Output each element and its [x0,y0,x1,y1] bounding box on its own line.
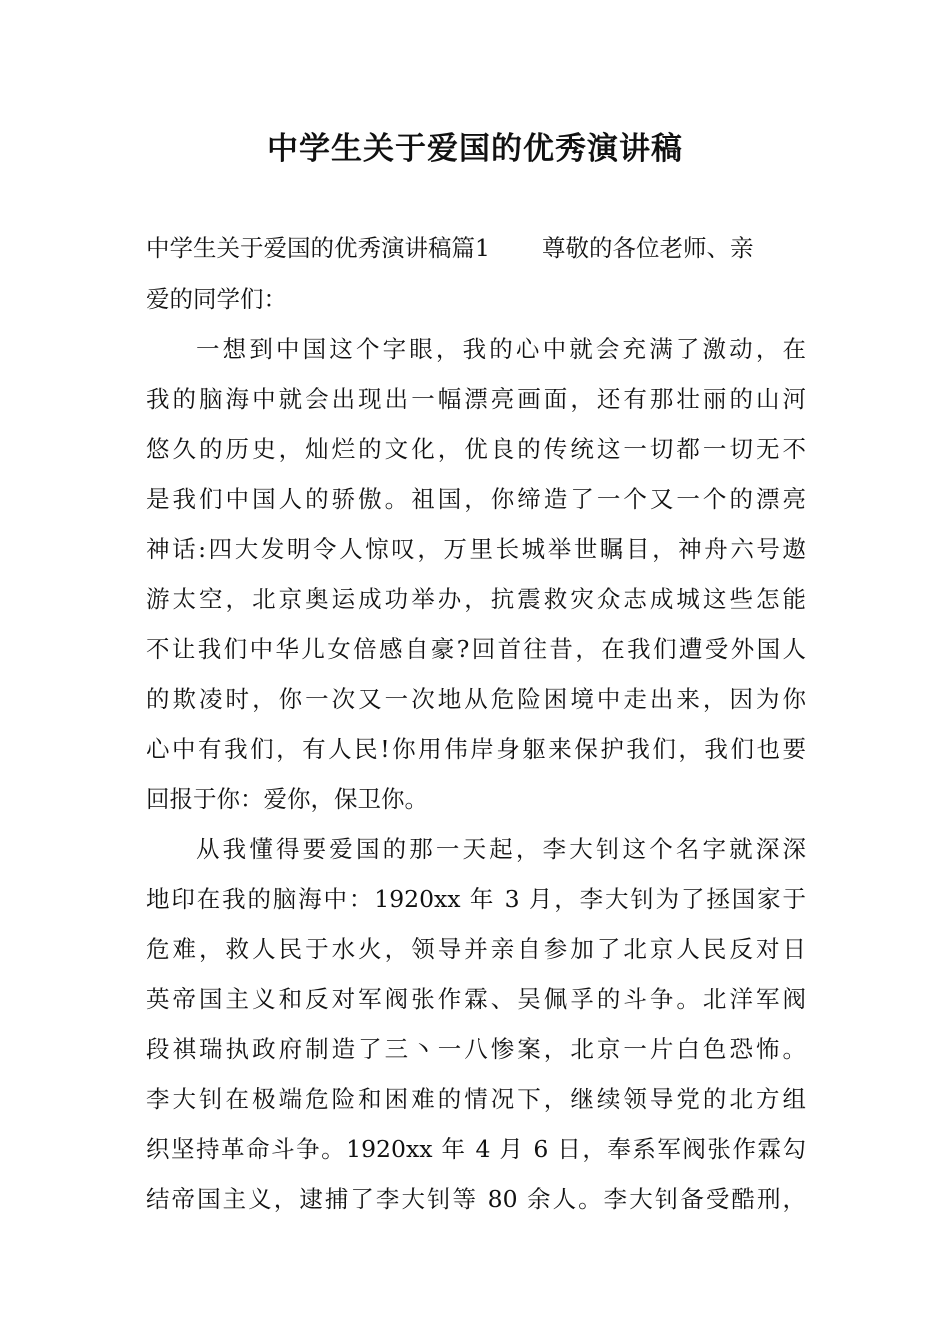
paragraph-line-7: 神话:四大发明令人惊叹，万里长城举世瞩目，神舟六号遨 [146,535,806,563]
paragraph-line-5: 悠久的历史，灿烂的文化，优良的传统这一切都一切无不 [146,435,806,463]
paragraph-line-19: 织坚持革命斗争。1920xx 年 4 月 6 日，奉系军阀张作霖勾 [146,1135,806,1163]
paragraph-line-2: 爱的同学们： [146,285,287,313]
paragraph-line-16: 英帝国主义和反对军阀张作霖、吴佩孚的斗争。北洋军阀 [146,985,806,1013]
paragraph-line-9: 不让我们中华儿女倍感自豪?回首往昔，在我们遭受外国人 [146,635,806,663]
salutation-start: 尊敬的各位老师、亲 [541,234,754,262]
paragraph-line-17: 段祺瑞执政府制造了三丶一八惨案，北京一片白色恐怖。 [146,1035,806,1063]
section-heading: 中学生关于爱国的优秀演讲稿篇1 [146,234,490,262]
paragraph-line-12: 回报于你：爱你，保卫你。 [146,785,428,813]
paragraph-line-10: 的欺凌时，你一次又一次地从危险困境中走出来，因为你 [146,685,806,713]
paragraph-line-6: 是我们中国人的骄傲。祖国，你缔造了一个又一个的漂亮 [146,485,806,513]
paragraph-line-18: 李大钊在极端危险和困难的情况下，继续领导党的北方组 [146,1085,806,1113]
paragraph-line-13: 从我懂得要爱国的那一天起，李大钊这个名字就深深 [196,835,806,863]
paragraph-line-15: 危难，救人民于水火，领导并亲自参加了北京人民反对日 [146,935,806,963]
paragraph-line-1 [146,233,806,263]
paragraph-line-3: 一想到中国这个字眼，我的心中就会充满了激动，在 [196,335,806,363]
paragraph-line-20: 结帝国主义，逮捕了李大钊等 80 余人。李大钊备受酷刑， [146,1185,806,1213]
document-title: 中学生关于爱国的优秀演讲稿 [267,131,683,167]
paragraph-line-8: 游太空，北京奥运成功举办，抗震救灾众志成城这些怎能 [146,585,806,613]
paragraph-line-4: 我的脑海中就会出现出一幅漂亮画面，还有那壮丽的山河 [146,385,806,413]
paragraph-line-14: 地印在我的脑海中：1920xx 年 3 月，李大钊为了拯国家于 [146,885,806,913]
paragraph-line-11: 心中有我们，有人民!你用伟岸身躯来保护我们，我们也要 [146,735,806,763]
